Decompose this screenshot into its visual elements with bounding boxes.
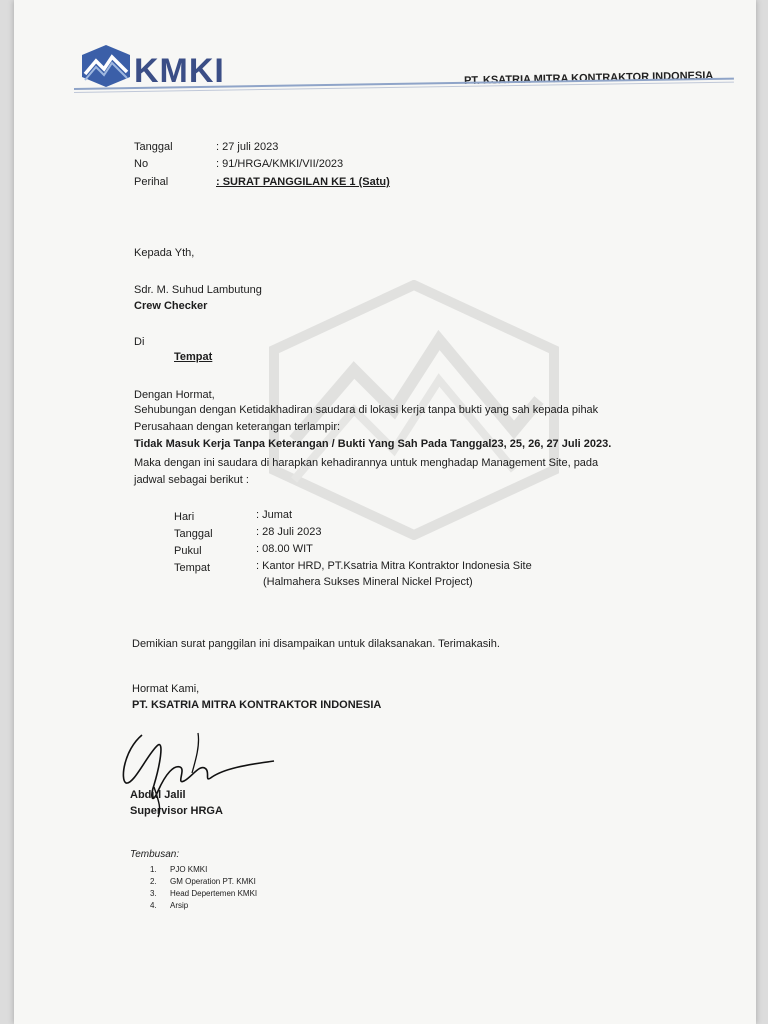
meta-label-subject: Perihal	[134, 176, 169, 188]
body-line-2: Perusahaan dengan keterangan terlampir:	[134, 421, 341, 433]
recipient-name: Sdr. M. Suhud Lambutung	[134, 284, 262, 296]
signoff-regards: Hormat Kami,	[132, 683, 200, 695]
recipient-position: Crew Checker	[134, 300, 208, 312]
body-bold-line: Tidak Masuk Kerja Tanpa Keterangan / Bukti Yang Sah Pada Tanggal23, 25, 26, 27 Juli 2023.	[134, 438, 612, 450]
recipient-place: Tempat	[174, 351, 213, 363]
body-line-3: Maka dengan ini saudara di harapkan kehadirannya untuk menghadap Management Site, pada	[134, 457, 599, 469]
body-line-1: Sehubungan dengan Ketidakhadiran saudara di lokasi kerja tanpa bukti yang sah kepada pihak	[134, 404, 599, 416]
cc-item-text: Arsip	[170, 901, 189, 910]
schedule-label-day: Hari	[174, 511, 195, 523]
closing-text: Demikian surat panggilan ini disampaikan untuk dilaksanakan. Terimakasih.	[132, 638, 500, 650]
cc-item-num: 3.	[150, 889, 157, 898]
schedule-value-day: : Jumat	[256, 509, 293, 521]
cc-title: Tembusan:	[130, 849, 180, 860]
schedule-label-place: Tempat	[174, 562, 211, 574]
body-opening: Dengan Hormat,	[134, 389, 215, 401]
schedule-label-date: Tanggal	[174, 528, 213, 540]
meta-value-date: : 27 juli 2023	[216, 141, 279, 153]
schedule-value-place-extra: (Halmahera Sukses Mineral Nickel Project)	[263, 576, 473, 588]
body-line-4: jadwal sebagai berikut :	[134, 474, 249, 486]
meta-value-subject: : SURAT PANGGILAN KE 1 (Satu)	[216, 176, 390, 188]
cc-item-text: GM Operation PT. KMKI	[170, 877, 256, 886]
cc-item-text: Head Depertemen KMKI	[170, 889, 258, 898]
cc-item-text: PJO KMKI	[170, 865, 208, 874]
meta-label-date: Tanggal	[134, 141, 173, 153]
signoff-company: PT. KSATRIA MITRA KONTRAKTOR INDONESIA	[132, 699, 382, 711]
meta-label-number: No	[134, 158, 149, 170]
letter-page	[14, 0, 756, 1024]
kmki-logo-icon	[80, 44, 132, 88]
signer-title: Supervisor HRGA	[130, 805, 223, 817]
company-name-header: PT. KSATRIA MITRA KONTRAKTOR INDONESIA	[463, 69, 714, 87]
cc-item-num: 4.	[150, 901, 157, 910]
recipient-di: Di	[134, 336, 145, 348]
schedule-value-time: : 08.00 WIT	[256, 543, 313, 555]
logo-text: KMKI	[134, 52, 225, 90]
cc-item-num: 2.	[150, 877, 157, 886]
greeting: Kepada Yth,	[134, 247, 195, 259]
schedule-value-date: : 28 Juli 2023	[256, 526, 322, 538]
schedule-value-place: : Kantor HRD, PT.Ksatria Mitra Kontraktor Indonesia Site	[256, 560, 532, 572]
cc-item-num: 1.	[150, 865, 157, 874]
schedule-label-time: Pukul	[174, 545, 202, 557]
meta-value-number: : 91/HRGA/KMKI/VII/2023	[216, 158, 344, 170]
signer-name: Abdul Jalil	[130, 789, 186, 801]
